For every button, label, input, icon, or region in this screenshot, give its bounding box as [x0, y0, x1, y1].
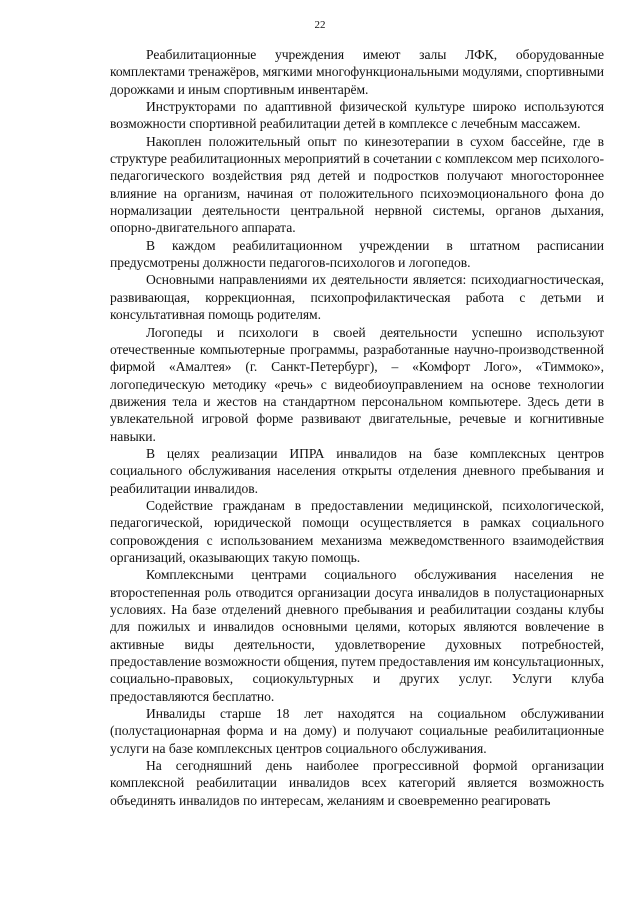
paragraph: Реабилитационные учреждения имеют залы ЛФК, оборудованные комплектами тренажёров, мягкими многофункциональными модулями, спортивными дорожками и иным спортивным инвентарём.	[110, 47, 604, 97]
paragraph: Содействие гражданам в предоставлении медицинской, психологической, педагогической, юридической помощи осуществляется в рамках социального сопровождения с использованием механизма межведомственного взаимодействия организаций, оказывающих такую помощь.	[110, 497, 604, 565]
paragraph: Накоплен положительный опыт по кинезотерапии в сухом бассейне, где в структуре реабилитационных мероприятий в сочетании с комплексом мер психолого-педагогического воздействия ряд детей и подростков получают многостороннее влияние на организм, начиная от положительного психоэмоционального фона до нормализации деятельности центральной нервной системы, органов дыхания, опорно-двигательного аппарата.	[110, 133, 604, 236]
paragraph: Инструкторами по адаптивной физической культуре широко используются возможности спортивной реабилитации детей в комплексе с лечебным массажем.	[110, 99, 604, 132]
page-number: 22	[314, 19, 326, 31]
paragraph: Логопеды и психологи в своей деятельности успешно используют отечественные компьютерные программы, разработанные научно-производственной фирмой «Амалтея» (г. Санкт-Петербург), – «Комфорт Лого», «Тиммоко», логопедическую методику «речь» с видеобиоуправлением на основе технологии движения тела и жестов на стандартном персональном компьютере. Здесь дети в увлекательной игровой форме развивают двигательные, речевые и когнитивные навыки.	[110, 324, 604, 444]
paragraph: Комплексными центрами социального обслуживания населения не второстепенная роль отводится организации досуга инвалидов в полустационарных условиях. На базе отделений дневного пребывания и реабилитации созданы клубы для пожилых и инвалидов основными целями, которых являются вовлечение в активные виды деятельности, удовлетворение духовных потребностей, предоставление возможности общения, путем предоставления им консультационных, социально-правовых, социокультурных и других услуг. Услуги клуба предоставляются бесплатно.	[110, 567, 604, 704]
body-text	[110, 46, 604, 809]
paragraph: На сегодняшний день наиболее прогрессивной формой организации комплексной реабилитации инвалидов всех категорий является возможность объединять инвалидов по интересам, желаниям и своевременно реагировать	[110, 758, 604, 808]
paragraph: В целях реализации ИПРА инвалидов на базе комплексных центров социального обслуживания населения открыты отделения дневного пребывания и реабилитации инвалидов.	[110, 445, 604, 496]
paragraph: В каждом реабилитационном учреждении в штатном расписании предусмотрены должности педагогов-психологов и логопедов.	[110, 237, 604, 271]
paragraph: Основными направлениями их деятельности является: психодиагностическая, развивающая, коррекционная, психопрофилактическая работа с детьми и консультативная помощь родителям.	[110, 272, 604, 323]
paragraph: Инвалиды старше 18 лет находятся на социальном обслуживании (полустационарная форма и на дому) и получают социальные реабилитационные услуги на базе комплексных центров социального обслуживания.	[110, 706, 604, 756]
